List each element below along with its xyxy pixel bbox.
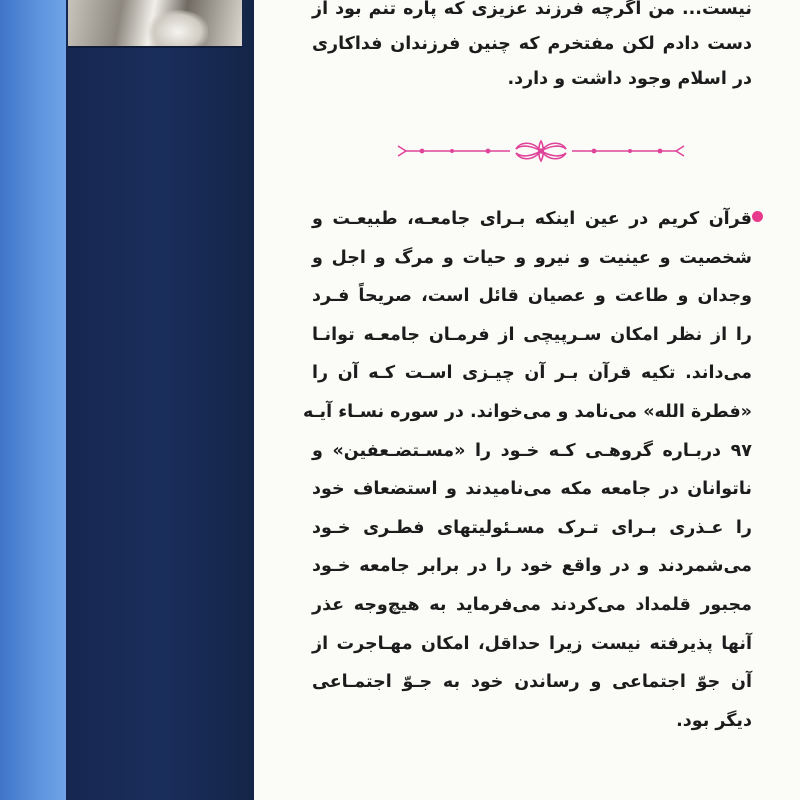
- floral-ornament-divider-icon: [392, 138, 690, 164]
- main-paragraph-line: آن جوّ اجتماعی و رساندن خود به جـوّ اجتمـاعی: [312, 672, 752, 693]
- main-paragraph-line: می‌داند. تکیه قرآن بـر آن چیـزی اسـت کـه آن را: [312, 363, 752, 384]
- main-paragraph-line: را از نظر امکان سـرپیچی از فرمـان جامعـه توانـا: [312, 324, 752, 345]
- top-paragraph-line: در اسلام وجود داشت و دارد.: [507, 69, 752, 89]
- main-paragraph-line: ۹۷ دربـاره گروهـی کـه خـود را «مسـتضـعفین» و: [312, 440, 752, 461]
- main-paragraph-line: آنها پذیرفته نیست زیرا حداقل، امکان مهـاجرت از: [312, 633, 752, 654]
- main-paragraph-line: شخصیت و عینیت و نیرو و حیات و مرگ و اجل و: [312, 247, 752, 268]
- main-paragraph-line: را عـذری بـرای تـرک مسـئولیتهای فطـری خـود: [312, 517, 752, 538]
- main-paragraph-line: «فطرة الله» می‌نامد و می‌خواند. در سوره نسـاء آیـه: [302, 401, 752, 422]
- main-paragraph-line: می‌شمردند و در واقع خود را در برابر جامعه خـود: [312, 556, 752, 577]
- pink-dot-bullet-icon: [752, 211, 763, 222]
- top-paragraph: [312, 0, 752, 97]
- author-photo-detail: [148, 10, 208, 46]
- main-paragraph-line: قرآن کریم در عین اینکه بـرای جامعـه، طبیعـت و: [312, 209, 752, 229]
- cover-spine-dark: [66, 0, 254, 800]
- main-paragraph-line: مجبور قلمداد می‌کردند می‌فرماید به هیچ‌وجه عذر: [312, 594, 752, 615]
- author-photo: [68, 0, 242, 48]
- top-paragraph-line: دست دادم لکن مفتخرم که چنین فرزندان فداکاری: [312, 34, 752, 54]
- main-paragraph-line: دیگر بود.: [676, 710, 752, 731]
- main-paragraph-line: ناتوانان در جامعه مکه می‌نامیدند و استضعاف خود: [312, 479, 752, 500]
- cover-spine-light: [0, 0, 66, 800]
- main-paragraph-line: وجدان و طاعت و عصیان قائل است، صریحاً فـرد: [312, 286, 752, 307]
- main-paragraph: [302, 200, 752, 740]
- top-paragraph-line: نیست... من اگرچه فرزند عزیزی که پاره تنم بود از: [312, 0, 752, 19]
